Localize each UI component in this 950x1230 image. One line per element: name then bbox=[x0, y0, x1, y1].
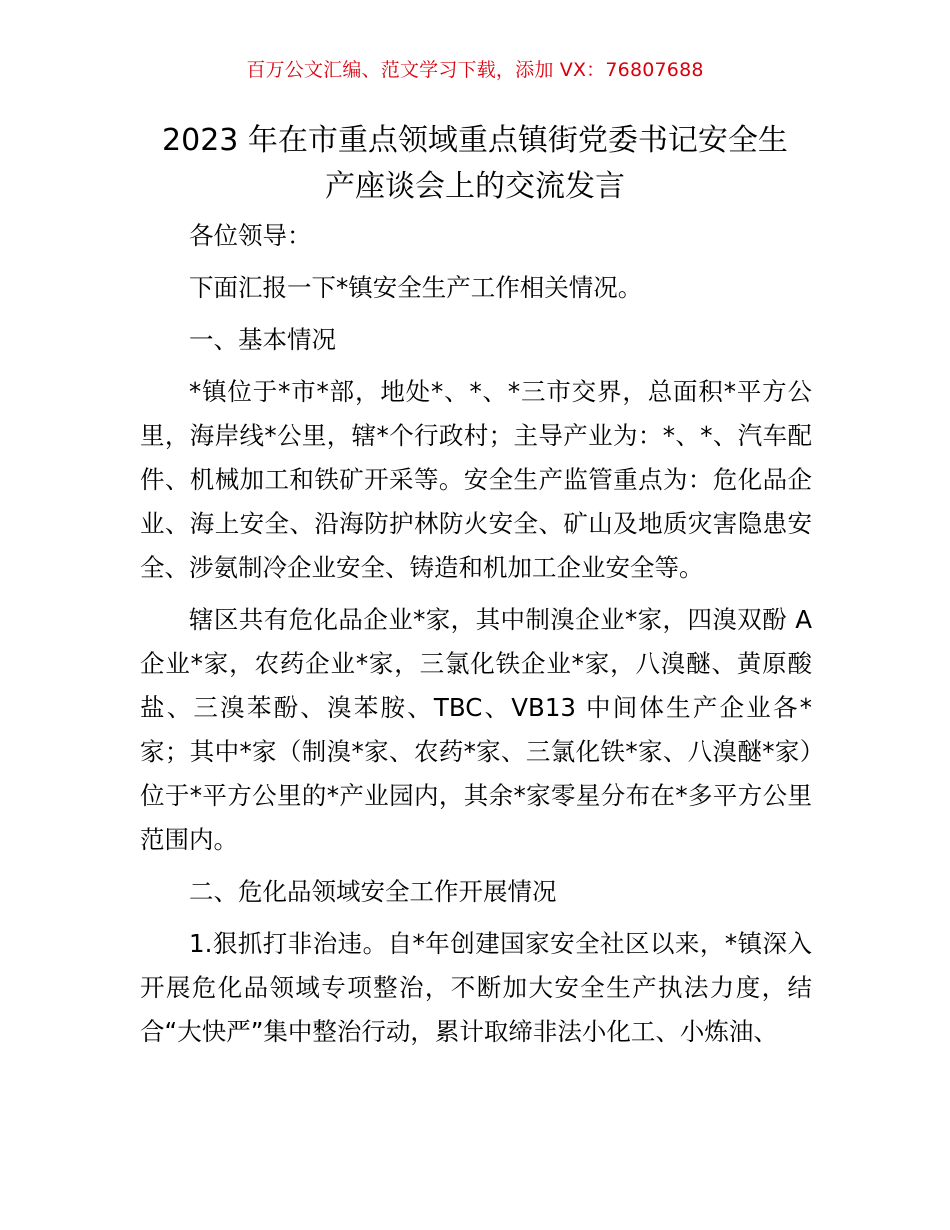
intro-paragraph: 下面汇报一下*镇安全生产工作相关情况。 bbox=[189, 273, 643, 302]
title-line-1: 2023 年在市重点领域重点镇街党委书记安全生 bbox=[162, 123, 788, 158]
section-heading-2: 二、危化品领域安全工作开展情况 bbox=[189, 877, 557, 906]
header-watermark-note: 百万公文汇编、范文学习下载，添加 VX：76807688 bbox=[246, 59, 704, 81]
document-body bbox=[140, 214, 812, 1062]
document-title bbox=[120, 118, 830, 210]
body-paragraph-2: 辖区共有危化品企业*家，其中制溴企业*家，四溴双酚 A 企业*家，农药企业*家，三氯化铁企业*家，八溴醚、黄原酸盐、三溴苯酚、溴苯胺、TBC、VB13 中间体生产企业各*家；其中*家（制溴*家、农药*家、三氯化铁*家、八溴醚*家）位于*平方公里的*产业园内，其余*家零星分布在*多平方公里范围内。 bbox=[140, 605, 812, 854]
body-paragraph-1: *镇位于*市*部，地处*、*、*三市交界，总面积*平方公里，海岸线*公里，辖*个行政村；主导产业为：*、*、汽车配件、机械加工和铁矿开采等。安全生产监管重点为：危化品企业、海上安全、沿海防护林防火安全、矿山及地质灾害隐患安全、涉氨制冷企业安全、铸造和机加工企业安全等。 bbox=[140, 377, 812, 582]
salutation: 各位领导： bbox=[189, 221, 312, 250]
body-paragraph-3: 1.狠抓打非治违。自*年创建国家安全社区以来，*镇深入开展危化品领域专项整治，不断加大安全生产执法力度，结合“大快严”集中整治行动，累计取缔非法小化工、小炼油、 bbox=[140, 929, 812, 1046]
section-heading-1: 一、基本情况 bbox=[189, 325, 336, 354]
title-line-2: 产座谈会上的交流发言 bbox=[325, 169, 625, 204]
